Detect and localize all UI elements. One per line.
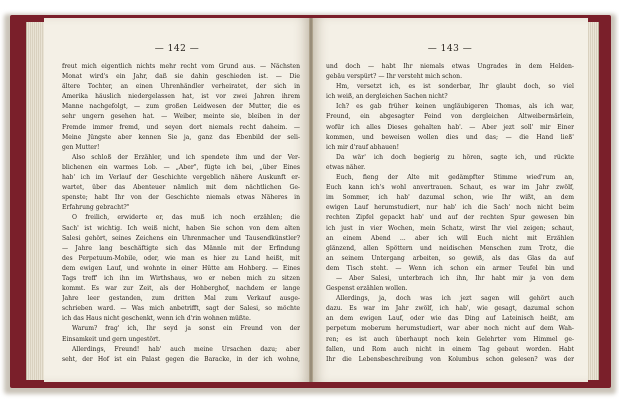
- text-line: dem ewigen Lauf, und wohnte in einer Hütte am Hohberg. — Eines: [62, 264, 300, 272]
- text-line: Da wär' ich doch begierig zu hören, sagte ich, und rückte: [336, 153, 574, 161]
- text-line: Meine Jüngste aber kennen Sie ja, ganz das Ebenbild der seli-: [62, 133, 300, 141]
- left-page-text: [62, 62, 300, 365]
- text-line: Warum? frag' ich, Ihr seyd ja sonst ein Freund von der: [72, 325, 300, 333]
- text-line: seht, der Hof ist ein Palast gegen die Baracke, in der ich wohne,: [62, 355, 300, 363]
- text-line: hab' ich im Verlauf der Geschichte vergeblich nähere Auskunft er-: [62, 174, 300, 182]
- text-line: — Jahre lang beschäftigte sich das Männle mit der Erfindung: [62, 244, 300, 252]
- right-page-edges: [588, 22, 599, 380]
- text-line: Tags treff' ich ihn im Wirthshaus, wo er neben mich zu sitzen: [62, 274, 300, 282]
- book-gutter: [309, 18, 313, 382]
- text-line: dazu. Es war im Jahr zwölf, ich hab', wie gesagt, dazumal schon: [326, 305, 574, 313]
- text-line: Gespenst erzählen wollen.: [326, 285, 408, 293]
- text-line: Allerdings, Freund! hab' auch meine Ursachen dazu; aber: [72, 345, 300, 353]
- text-line: Also schloß der Erzähler, und ich spendete ihm und der Ver-: [72, 153, 300, 161]
- text-line: sehr ungern gesehen hat. — Weiber, meinte sie, bleiben in der: [62, 113, 300, 121]
- right-page-text: [326, 62, 574, 365]
- text-line: Freund, ein abgesagter Feind von dergleichen Altweibermärlein,: [326, 113, 574, 121]
- text-line: Ihr die Lebensbeschreibung von Kolumbus schon gelesen? was der: [326, 355, 574, 363]
- text-line: glänzend, allen Spöttern und neidischen Menschen zum Trotz, die: [326, 244, 574, 252]
- text-line: an einem Abend ... aber ich will Euch nicht mit Erzählen: [326, 234, 574, 242]
- text-line: Jahre leer gestanden, zum dritten Mal zum Verkauf ausge-: [62, 295, 300, 303]
- text-line: fallen, und Rom auch nicht in einem Tag gebaut worden. Habt: [326, 345, 574, 353]
- text-line: ältere Tochter, an einen Uhrenhändler verheiratet, der sich in: [62, 83, 300, 91]
- page-number-left: — 142 —: [154, 44, 200, 54]
- text-line: kommt. Es war zur Zeit, als der Hohberghof, nachdem er lange: [62, 285, 300, 293]
- text-line: perpetum moberum herumstudiert, war aber noch nicht auf dem Wah-: [326, 325, 574, 333]
- text-line: Hm, versetzt ich, es ist sonderbar, Ihr glaubt doch, so viel: [336, 83, 574, 91]
- text-line: Erfahrung gebracht?": [62, 204, 130, 212]
- left-page: [44, 18, 310, 382]
- text-line: ich mir d'rauf abhauen!: [326, 143, 400, 151]
- text-line: gen Mutter!: [62, 143, 100, 151]
- text-line: Fremde immer fremd, und seyen dort niemals recht daheim. —: [62, 123, 300, 131]
- text-line: rechten Zipfel gepackt hab' und auf der rechten Spur gewesen bin: [326, 214, 574, 222]
- text-line: — Aber Salesi, unterbrach ich ihn, Ihr habt mir ja von dem: [336, 274, 574, 282]
- text-line: ren; es ist auch überhaupt noch kein Gelehrter vom Himmel ge-: [326, 335, 574, 343]
- text-line: Euch kann ich's wohl anvertrauen. Schaut, es war im Jahr zwölf,: [326, 184, 574, 192]
- right-page: [312, 18, 588, 382]
- text-line: Monat wird's ein Jahr, daß sie dahin geschieden ist. — Die: [62, 73, 300, 81]
- text-line: freut mich eigentlich nichts mehr recht vom Grund aus. — Nächsten: [62, 63, 300, 70]
- text-line: ich das Haus nicht geschenkt, wenn ich d'rin wohnen müßte.: [62, 315, 251, 323]
- text-line: an seinem Untergang arbeiten, so gewiß, als das Glas da auf: [326, 254, 574, 262]
- text-line: Salesi gehört, seines Zeichens ein Uhrenmacher und Tausendkünstler?: [62, 234, 300, 242]
- page-number-right: — 143 —: [427, 44, 473, 54]
- text-line: ich just in vier Wochen, mein Schatz, wirst Ihr viel zeigen; schaut,: [326, 224, 574, 232]
- text-line: etwas näher.: [326, 163, 366, 171]
- text-line: wofür ich alles Dieses gehalten hab'. — Aber jezt soll' mir Einer: [326, 123, 574, 131]
- text-line: Sach' ist wichtig. Ich weiß nicht, haben Sie schon von dem alten: [62, 224, 300, 232]
- text-line: des Perpetuum-Mobile, oder, wie man es hier zu Land heißt, mit: [62, 254, 300, 262]
- text-line: im Sommer, ich hab' dazumal schon, wie Ihr wißt, an dem: [326, 194, 574, 202]
- text-line: schrieben ward. — Was mich anbetrifft, sagt der Salesi, so möchte: [62, 305, 300, 313]
- text-line: Ich? es gab früher keinen ungläubigeren Thomas, als ich war,: [336, 103, 574, 111]
- text-line: wartet, über das Abenteuer nämlich mit dem nächtlichen Ge-: [62, 184, 300, 192]
- text-line: ewigen Lauf herumstudiert, nur hab' ich die Sach' noch nicht beim: [326, 204, 574, 212]
- text-line: Euch, fieng der Alte mit gedämpfter Stimme wied'rum an,: [336, 174, 574, 182]
- text-line: gebäu verspürt? — Ihr versteht mich schon.: [326, 73, 463, 81]
- text-line: Allerdings, ja, doch was ich jezt sagen will gehört auch: [336, 295, 574, 303]
- text-line: blichenen ein warmes Lob. — „Aber", fügte ich bei, „über Eines: [62, 163, 300, 171]
- text-line: Einsamkeit und gern ungestört.: [62, 335, 161, 343]
- text-line: an dem ewigen Lauf, oder wie das Ding auf Lateinisch heißt, am: [326, 315, 574, 323]
- text-line: dem Tisch steht. — Wenn ich schon ein armer Teufel bin und: [326, 264, 574, 272]
- text-line: Amerika häuslich niedergelassen hat, ist vor zwei Jahren ihrem: [62, 93, 300, 101]
- text-line: O freilich, erwiderte er, das muß ich noch erzählen; die: [72, 214, 300, 222]
- text-line: kommen, und beweisen wollen dies und das; — die Hand ließ': [326, 133, 574, 141]
- left-page-edges: [26, 22, 45, 380]
- text-line: ich weiß, an dergleichen Sachen nicht?: [326, 93, 448, 101]
- text-line: Manne nachgefolgt, — zum großen Leidwesen der Mutter, die es: [62, 103, 300, 111]
- text-line: und doch — habt Ihr niemals etwas Ungrades in dem Helden-: [326, 63, 574, 70]
- text-line: spenste; habt Ihr von der Geschichte niemals etwas Näheres in: [62, 194, 300, 202]
